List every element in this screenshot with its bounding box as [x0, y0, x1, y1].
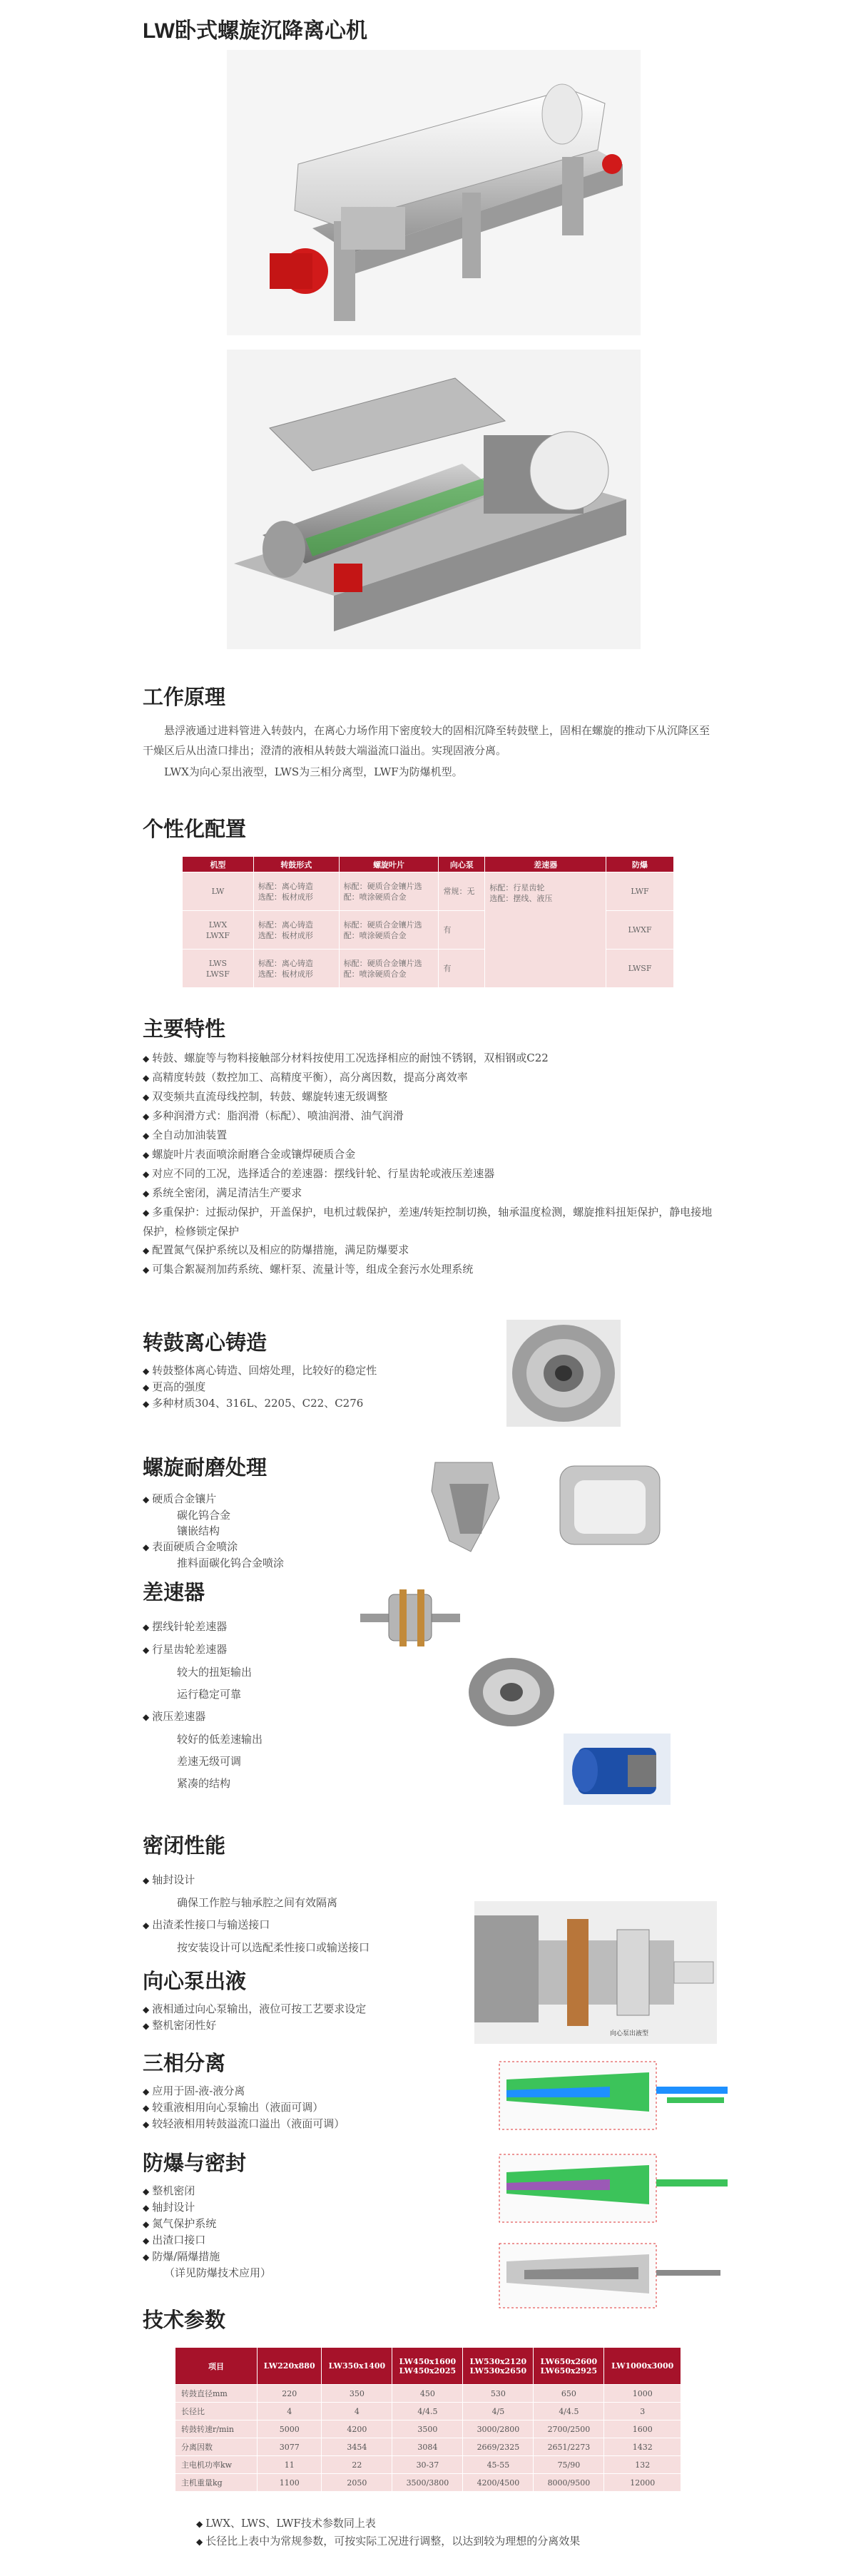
spec-cell: 4/5	[463, 2403, 534, 2420]
planetary-gear-photo	[464, 1655, 560, 1730]
list-item: ◆ 全自动加油装置	[143, 1126, 713, 1145]
list-item: ◆ 轴封设计	[143, 1869, 370, 1892]
separation-diagram	[496, 2240, 735, 2315]
page-title: LW卧式螺旋沉降离心机	[143, 19, 367, 43]
config-ex: LWSF	[606, 950, 674, 988]
list-subitem: 较大的扭矩输出	[177, 1666, 253, 1679]
spec-label: 主电机功率kw	[175, 2456, 258, 2474]
centripetal-pump-diagram	[474, 1901, 717, 2044]
spec-cell: 3000/2800	[463, 2420, 534, 2438]
list-item: ◆ 液相通过向心泵输出，液位可按工艺要求设定	[143, 2001, 366, 2017]
config-drum: 标配：离心铸造 选配：板材成形	[253, 950, 339, 988]
config-ex: LWF	[606, 872, 674, 911]
features-list	[143, 1049, 713, 1279]
spec-cell: 3454	[322, 2438, 392, 2456]
config-header: 防爆	[606, 857, 674, 872]
spec-label: 主机重量kg	[175, 2474, 258, 2492]
principle-heading: 工作原理	[143, 686, 226, 709]
spec-cell: 4	[322, 2403, 392, 2420]
explosion-heading: 防爆与密封	[143, 2152, 247, 2175]
diagram-caption: 向心泵出液型	[610, 2030, 649, 2037]
list-item: ◆ 配置氮气保护系统以及相应的防爆措施，满足防爆要求	[143, 1241, 713, 1260]
spec-cell: 4	[258, 2403, 322, 2420]
spec-cell: 132	[604, 2456, 681, 2474]
list-subitem: 较好的低差速输出	[177, 1733, 263, 1746]
spec-cell: 45-55	[463, 2456, 534, 2474]
config-model: LWX LWXF	[183, 911, 254, 950]
list-item: ◆ 转鼓、螺旋等与物料接触部分材料按使用工况选择相应的耐蚀不锈钢，双相钢或C22	[143, 1049, 713, 1068]
spec-header: 项目	[175, 2348, 258, 2385]
product-photo-exterior	[227, 50, 641, 335]
config-header: 机型	[183, 857, 254, 872]
spec-cell: 3084	[392, 2438, 463, 2456]
config-drum: 标配：离心铸造 选配：板材成形	[253, 872, 339, 911]
spec-cell: 4200/4500	[463, 2474, 534, 2492]
hydraulic-drive-photo	[564, 1734, 671, 1805]
spec-cell: 75/90	[534, 2456, 604, 2474]
list-item: ◆ 较重液相用向心泵输出（液面可调）	[143, 2099, 345, 2116]
principle-para-2: LWX为向心泵出液型，LWS为三相分离型，LWF为防爆机型。	[164, 765, 463, 778]
config-model: LWS LWSF	[183, 950, 254, 988]
list-item: ◆ 应用于固-液-液分离	[143, 2083, 345, 2099]
spec-label: 转鼓直径mm	[175, 2385, 258, 2403]
config-blade: 标配：硬质合金镶片选 配：喷涂硬质合金	[339, 911, 439, 950]
list-item: ◆ 防爆/隔爆措施	[143, 2249, 271, 2265]
three-phase-list	[143, 2083, 345, 2132]
spec-cell: 8000/9500	[534, 2474, 604, 2492]
list-subitem: 推料面碳化钨合金喷涂	[177, 1557, 285, 1569]
list-item: ◆ 长径比上表中为常规参数，可按实际工况进行调整，以达到较为理想的分离效果	[196, 2532, 580, 2550]
list-item: ◆ 双变频共直流母线控制，转鼓、螺旋转速无级调整	[143, 1087, 713, 1106]
list-subitem: 运行稳定可靠	[177, 1688, 242, 1701]
list-subitem: 镶嵌结构	[177, 1524, 220, 1537]
table-row	[175, 2438, 681, 2456]
spec-header: LW1000x3000	[604, 2348, 681, 2385]
spec-cell: 1432	[604, 2438, 681, 2456]
config-blade: 标配：硬质合金镶片选 配：喷涂硬质合金	[339, 872, 439, 911]
three-phase-heading: 三相分离	[143, 2052, 226, 2075]
spray-coating-photo	[549, 1455, 671, 1555]
spec-cell: 1100	[258, 2474, 322, 2492]
list-item: ◆ 螺旋叶片表面喷涂耐磨合金或镶焊硬质合金	[143, 1145, 713, 1164]
list-item: ◆ 摆线针轮差速器	[143, 1616, 263, 1639]
spec-cell: 1000	[604, 2385, 681, 2403]
table-row	[175, 2456, 681, 2474]
spec-label: 分离因数	[175, 2438, 258, 2456]
three-phase-diagram	[496, 2058, 735, 2137]
list-item: ◆ 硬质合金镶片	[143, 1491, 284, 1507]
config-heading: 个性化配置	[143, 818, 247, 841]
config-pump: 有	[439, 911, 485, 950]
list-item: ◆ 轴封设计	[143, 2199, 271, 2216]
seal-list	[143, 1869, 370, 1959]
spec-cell: 220	[258, 2385, 322, 2403]
spec-cell: 3077	[258, 2438, 322, 2456]
cycloid-reducer-photo	[357, 1584, 464, 1651]
list-item: ◆ 较轻液相用转鼓溢流口溢出（液面可调）	[143, 2116, 345, 2132]
config-blade: 标配：硬质合金镶片选 配：喷涂硬质合金	[339, 950, 439, 988]
spec-header: LW650x2600 LW650x2925	[534, 2348, 604, 2385]
spec-cell: 3500/3800	[392, 2474, 463, 2492]
diff-list	[143, 1616, 263, 1795]
list-item: ◆ 可集合絮凝剂加药系统、螺杆泵、流量计等，组成全套污水处理系统	[143, 1260, 713, 1279]
list-subitem: 差速无级可调	[177, 1755, 242, 1768]
table-row	[175, 2420, 681, 2438]
spec-cell: 30-37	[392, 2456, 463, 2474]
table-row	[175, 2385, 681, 2403]
spec-table	[175, 2347, 681, 2492]
list-item: ◆ LWX、LWS、LWF技术参数同上表	[196, 2515, 580, 2532]
spec-cell: 22	[322, 2456, 392, 2474]
config-header: 向心泵	[439, 857, 485, 872]
spec-cell: 2050	[322, 2474, 392, 2492]
list-item: ◆ 整机密闭	[143, 2183, 271, 2199]
diff-heading: 差速器	[143, 1582, 205, 1604]
wear-list	[143, 1491, 284, 1571]
spec-cell: 1600	[604, 2420, 681, 2438]
list-item: ◆ 多种润滑方式：脂润滑（标配）、喷油润滑、油气润滑	[143, 1106, 713, 1126]
config-diff: 标配：行星齿轮 选配：摆线、液压	[485, 872, 606, 988]
pump-list	[143, 2001, 366, 2034]
config-header: 螺旋叶片	[339, 857, 439, 872]
pump-heading: 向心泵出液	[143, 1970, 247, 1993]
config-header: 转鼓形式	[253, 857, 339, 872]
list-item: ◆ 系统全密闭，满足清洁生产要求	[143, 1183, 713, 1203]
list-item: ◆ 出渣口接口	[143, 2232, 271, 2249]
spec-cell: 4/4.5	[534, 2403, 604, 2420]
table-row	[175, 2474, 681, 2492]
spec-header: LW530x2120 LW530x2650	[463, 2348, 534, 2385]
wear-heading: 螺旋耐磨处理	[143, 1457, 268, 1480]
list-subitem: 紧凑的结构	[177, 1777, 231, 1790]
list-subitem: 确保工作腔与轴承腔之间有效隔离	[177, 1896, 338, 1909]
spec-cell: 530	[463, 2385, 534, 2403]
config-header: 差速器	[485, 857, 606, 872]
config-model: LW	[183, 872, 254, 911]
spec-cell: 2651/2273	[534, 2438, 604, 2456]
product-photo-interior	[227, 350, 641, 649]
carbide-tile-photo	[421, 1455, 514, 1555]
spec-cell: 4200	[322, 2420, 392, 2438]
spec-cell: 12000	[604, 2474, 681, 2492]
spec-heading: 技术参数	[143, 2309, 226, 2332]
principle-para-1: 悬浮液通过进料管进入转鼓内，在离心力场作用下密度较大的固相沉降至转鼓壁上，固相在螺旋的推动下从沉降区至干燥区后从出渣口排出；澄清的液相从转鼓大端溢流口溢出。实现固液分离。	[143, 724, 710, 757]
list-item: ◆ 对应不同的工况，选择适合的差速器：摆线针轮、行星齿轮或液压差速器	[143, 1164, 713, 1183]
list-item: ◆ 高精度转鼓（数控加工、高精度平衡），高分离因数，提高分离效率	[143, 1068, 713, 1087]
config-table	[182, 856, 674, 988]
casting-heading: 转鼓离心铸造	[143, 1332, 268, 1355]
explosion-proof-diagram	[496, 2151, 735, 2229]
spec-cell: 450	[392, 2385, 463, 2403]
spec-cell: 3	[604, 2403, 681, 2420]
explosion-list	[143, 2183, 271, 2281]
config-pump: 常规：无	[439, 872, 485, 911]
list-subitem: 碳化钨合金	[177, 1509, 231, 1522]
list-item: ◆ 出渣柔性接口与输送接口	[143, 1914, 370, 1937]
principle-text	[143, 721, 713, 760]
list-item: ◆ 多重保护：过振动保护，开盖保护，电机过载保护，差速/转矩控制切换，轴承温度检测，螺旋推料扭矩保护，静电接地保护，检修锁定保护	[143, 1203, 713, 1241]
spec-cell: 650	[534, 2385, 604, 2403]
spec-header: LW220x880	[258, 2348, 322, 2385]
spec-cell: 2669/2325	[463, 2438, 534, 2456]
list-note: （详见防爆技术应用）	[164, 2266, 272, 2279]
drum-casting-photo	[506, 1320, 621, 1427]
list-item: ◆ 氮气保护系统	[143, 2216, 271, 2232]
list-item: ◆ 液压差速器	[143, 1706, 263, 1729]
seal-heading: 密闭性能	[143, 1835, 226, 1858]
casting-list	[143, 1363, 377, 1412]
spec-cell: 11	[258, 2456, 322, 2474]
list-subitem: 按安装设计可以选配柔性接口或输送接口	[177, 1941, 370, 1954]
spec-cell: 350	[322, 2385, 392, 2403]
config-ex: LWXF	[606, 911, 674, 950]
table-row	[183, 872, 674, 911]
spec-header: LW450x1600 LW450x2025	[392, 2348, 463, 2385]
spec-cell: 4/4.5	[392, 2403, 463, 2420]
spec-label: 转鼓转速r/min	[175, 2420, 258, 2438]
list-item: ◆ 转鼓整体离心铸造、回熔处理，比较好的稳定性	[143, 1363, 377, 1379]
list-item: ◆ 表面硬质合金喷涂	[143, 1539, 284, 1555]
features-heading: 主要特性	[143, 1018, 226, 1041]
config-pump: 有	[439, 950, 485, 988]
spec-cell: 2700/2500	[534, 2420, 604, 2438]
spec-cell: 3500	[392, 2420, 463, 2438]
spec-notes	[196, 2515, 580, 2550]
list-item: ◆ 更高的强度	[143, 1379, 377, 1395]
list-item: ◆ 多种材质304、316L、2205、C22、C276	[143, 1395, 377, 1412]
principle-types	[164, 762, 735, 782]
spec-cell: 5000	[258, 2420, 322, 2438]
table-row	[175, 2403, 681, 2420]
list-item: ◆ 行星齿轮差速器	[143, 1639, 263, 1661]
spec-header: LW350x1400	[322, 2348, 392, 2385]
spec-label: 长径比	[175, 2403, 258, 2420]
list-item: ◆ 整机密闭性好	[143, 2017, 366, 2034]
config-drum: 标配：离心铸造 选配：板材成形	[253, 911, 339, 950]
